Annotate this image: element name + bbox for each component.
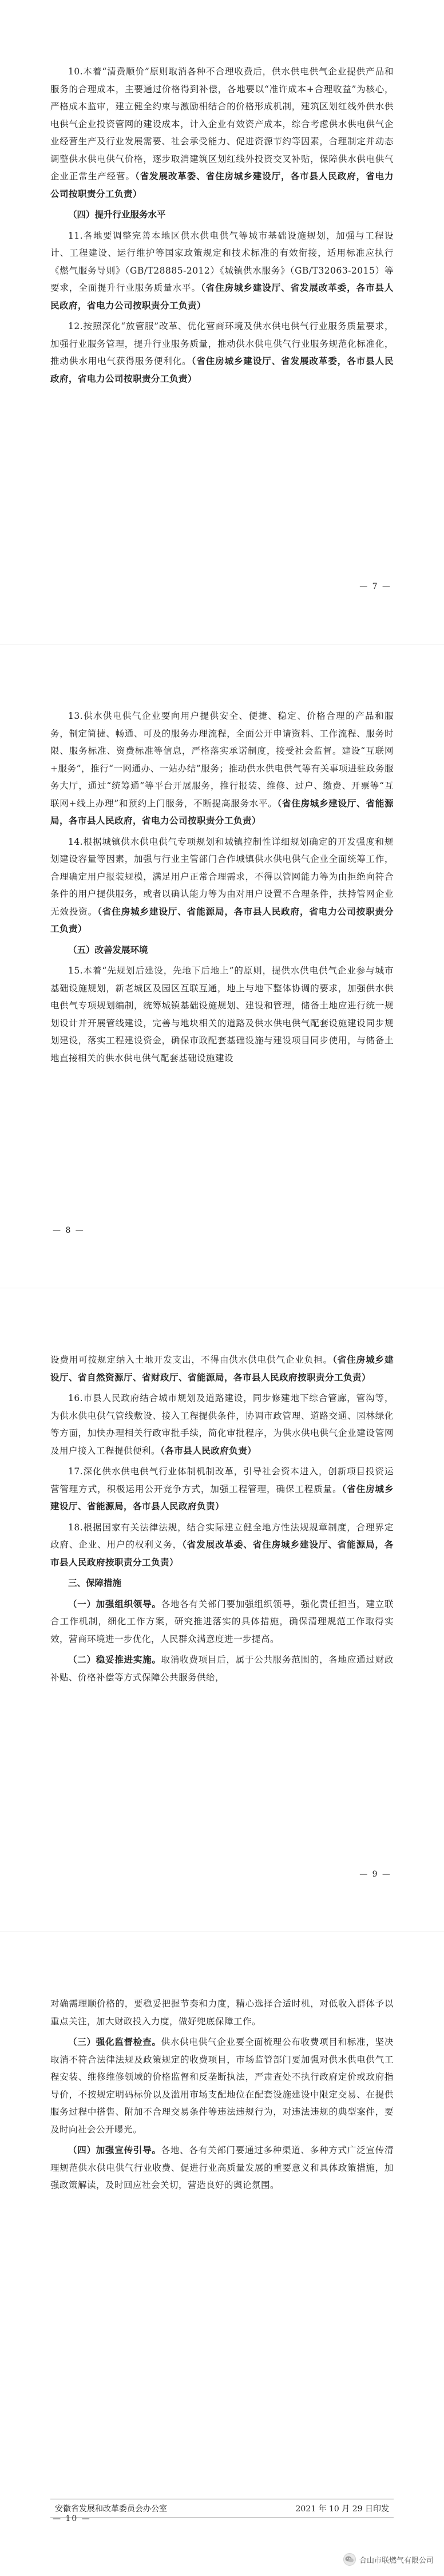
page-7-content: [50, 63, 394, 391]
page-10-content: [50, 1995, 394, 2198]
measure-3-lead: （三）强化监督检查。: [68, 2037, 161, 2047]
clause-18-text: 18.根据国家有关法律法规，结合实际建立健全地方性法规规章制度，合理界定政府、企业、用户的权利义务，: [50, 1522, 394, 1550]
issue-date: 2021 年 10 月 29 日印发: [295, 2504, 389, 2514]
document-page-7: [0, 0, 444, 644]
clause-14: [50, 833, 394, 938]
measure-3-text: 供水供电供气企业要全面梳理公布收费项目和标准，坚决取消不符合法律法规及政策规定的收费项目，市场监管部门要加强对供水供电供气工程安装、维修维修领域的价格监督和反垄断执法，严肃查处不执行政府定价或政府指导价，不按规定明码标价以及滥用市场支配地位在配套设施建设中限定交易、在提供服务过程中搭售、附加不合理交易条件等违法违规行为，对违法违规的典型案件，要及时向社会公开曝光。: [50, 2037, 394, 2135]
issuing-office: 安徽省发展和改革委员会办公室: [55, 2504, 167, 2514]
wechat-icon: [343, 2553, 356, 2566]
section-heading-safeguards: 三、保障措施: [68, 1578, 122, 1588]
page-number: — 8 —: [53, 1226, 85, 1235]
clause-15: [50, 962, 394, 1067]
page-9-content: [50, 1351, 394, 1689]
page-number: — 7 —: [359, 582, 391, 591]
clause-13: [50, 707, 394, 830]
source-watermark: [343, 2553, 434, 2566]
clause-15-continued: [50, 1351, 394, 1386]
clause-15-responsibility: （省住房城乡建设厅、省自然资源厅、省财政厅、省能源局，各市县人民政府按职责分工负责）: [50, 1354, 394, 1383]
measure-2-continued-text: 对确需理顺价格的，要稳妥把握节奏和力度，精心选择合适时机，对低收入群体予以重点关注，加大财政投入力度，做好兜底保障工作。: [50, 1999, 394, 2027]
measure-1: [50, 1596, 394, 1648]
document-page-10: [0, 1932, 444, 2576]
clause-16-responsibility: （各市县人民政府负责）: [160, 1445, 257, 1456]
page-number: — 10 —: [53, 2514, 91, 2523]
section-heading-5: （五）改善发展环境: [68, 944, 148, 955]
clause-14-responsibility: （省住房城乡建设厅、省能源局，各市县人民政府，省电力公司按职责分工负责）: [50, 905, 394, 934]
clause-13-text: 13.供水供电供气企业要向用户提供安全、便捷、稳定、价格合理的产品和服务，制定简捷、畅通、可及的服务办理流程，全面公开申请资料、工作流程、服务时限、服务标准、资费标准等信息，严格落实承诺制度，接受社会监督。建设“互联网+服务”，推行“一网通办、一站办结”服务；推动供水供电供气等有关事项进驻政务服务大厅，通过“统筹通”等平台开展服务，推行报装、维修、过户、缴费、开票等“互联网+线上办理”和预约上门服务，不断提高服务水平。: [50, 711, 394, 809]
clause-17: [50, 1463, 394, 1515]
measure-1-lead: （一）加强组织领导。: [68, 1598, 161, 1609]
clause-14-text: 14.根据城镇供水供电供气专项规划和城镇控制性详细规划确定的开发强度和规划建设容量等因素，加强与行业主管部门合作城镇供水供电供气企业全面统筹工作，合理确定用户报装规模，满足用户正常合理需求，不得以管网能力等为由拒绝向符合条件的用户提供服务，或者以确认能力等为由对用户设置不合理条件，扶持管网企业无效投资。: [50, 836, 394, 917]
clause-18-responsibility: （省发展改革委、省住房城乡建设厅、省能源局，各市县人民政府按职责分工负责）: [50, 1539, 394, 1568]
clause-11: [50, 227, 394, 315]
document-page-9: [0, 1288, 444, 1932]
section-heading-4: （四）提升行业服务水平: [68, 209, 166, 220]
measure-1-text: 各地各有关部门要加强组织领导，强化责任担当，建立联合工作机制，细化工作方案，研究推进落实的具体措施，确保清理规范工作取得实效，营商环境进一步优化，人民群众满意度进一步提高。: [50, 1598, 394, 1644]
watermark-text: 合山市联燃气有限公司: [359, 2556, 434, 2565]
measure-2: [50, 1651, 394, 1686]
measure-2-lead: （二）稳妥推进实施。: [68, 1655, 161, 1665]
clause-12-responsibility: （省住房城乡建设厅、省发展改革委，各市县人民政府，省电力公司按职责分工负责）: [50, 355, 394, 384]
page-8-content: [50, 707, 394, 1070]
clause-17-responsibility: （省住房城乡建设厅、省能源局，各市县人民政府负责）: [50, 1483, 394, 1511]
clause-11-responsibility: （省住房城乡建设厅、省发展改革委，各市县人民政府，省电力公司按职责分工负责）: [50, 282, 394, 311]
measure-4: [50, 2142, 394, 2194]
clause-10-text: 10.本着“清费顺价”原则取消各种不合理收费后，供水供电供气企业提供产品和服务的合理成本，主要通过价格得到补偿，各地要以“准许成本+合理收益”为核心，严格成本监审，建立健全约束与激励相结合的价格形成机制，建筑区划红线外供水供电供气企业投资管网的建设成本，计入企业有效资产成本，综合考虑供水供电供气企业经营生产及行业发展需要、社会承受能力、促进资源节约等因素，合理制定并动态调整供水供电供气价格，逐步取消建筑区划红线外投资交叉补贴，保障供水供电供气企业正常生产经营。: [50, 66, 394, 181]
clause-16-text: 16.市县人民政府结合城市规划及道路建设，同步修建地下综合管廊，管沟等，为供水供电供气管线敷设、接入工程提供条件，协调市政管理、道路交通、园林绿化等方面，加快办理相关行政审批手续，简化审批程序，为供水供电供气企业建设管网及用户接入工程提供便利。: [50, 1393, 394, 1456]
clause-12-text: 12.按照深化“放管服”改革、优化营商环境及供水供电供气行业服务质量要求，加强行业服务管理，提升行业服务质量，推动供水供电供气行业服务规范化标准化，推动供水用电气获得服务便利化。: [50, 321, 394, 366]
clause-15-continued-text: 设费用可按规定纳入土地开发支出，不得由供水供电供气企业负担。: [50, 1355, 333, 1365]
clause-11-text: 11.各地要调整完善本地区供水供电供气等城市基础设施规划，加强与工程设计、工程建设、运行维护等国家政策规定和技术标准的有效衔接，适用标准应执行《燃气服务导则》（GB/T28885-2012）《城镇供水服务》（GB/T32063-2015）等要求，全面提升行业服务质量水平。: [50, 230, 394, 293]
clause-18: [50, 1519, 394, 1572]
clause-17-text: 17.深化供水供电供气行业体制机制改革，引导社会资本进入，创新项目投资运营管理方式，积极运用公开竞争方式，加强工程管理，确保工程质量。: [50, 1466, 394, 1494]
clause-10: [50, 63, 394, 203]
measure-4-text: 各地、各有关部门要通过多种渠道、多种方式广泛宣传清理规范供水供电供气行业收费、促进行业高质量发展的重要意义和具体政策措施，加强政策解读，及时回应社会关切，营造良好的舆论氛围。: [50, 2145, 394, 2190]
document-page-8: [0, 644, 444, 1288]
page-number: — 9 —: [359, 1870, 391, 1879]
measure-4-lead: （四）加强宣传引导。: [68, 2145, 161, 2155]
clause-13-responsibility: （省住房城乡建设厅、省能源局，各市县人民政府，省电力公司按职责分工负责）: [50, 797, 394, 826]
measure-3: [50, 2033, 394, 2138]
clause-15-text: 15.本着“先规划后建设，先地下后地上”的原则，提供水供电供气企业参与城市基础设施规划，新老城区及园区互联互通，地上与地下整体协调的要求，加强供水供电供气专项规划编制，统筹城镇基础设施规划、建设和管理，储备土地应进行统一规划设计并开展管线建设，完善与地块相关的道路及供水供电供气配套设施建设同步规划建设，落实工程建设资金，确保市政配套基础设施与建设项目同步使用，与储备土地直接相关的供水供电供气配套基础设施建设: [50, 965, 394, 1063]
clause-16: [50, 1390, 394, 1459]
measure-2-text: 取消收费项目后，属于公共服务范围的，各地应通过财政补贴、价格补偿等方式保障公共服务供给，: [50, 1655, 394, 1683]
clause-10-responsibility: （省发展改革委、省住房城乡建设厅，各市县人民政府，省电力公司按职责分工负责）: [50, 171, 394, 199]
measure-2-continued: [50, 1995, 394, 2030]
issuance-footer: [50, 2499, 394, 2518]
clause-12: [50, 318, 394, 387]
